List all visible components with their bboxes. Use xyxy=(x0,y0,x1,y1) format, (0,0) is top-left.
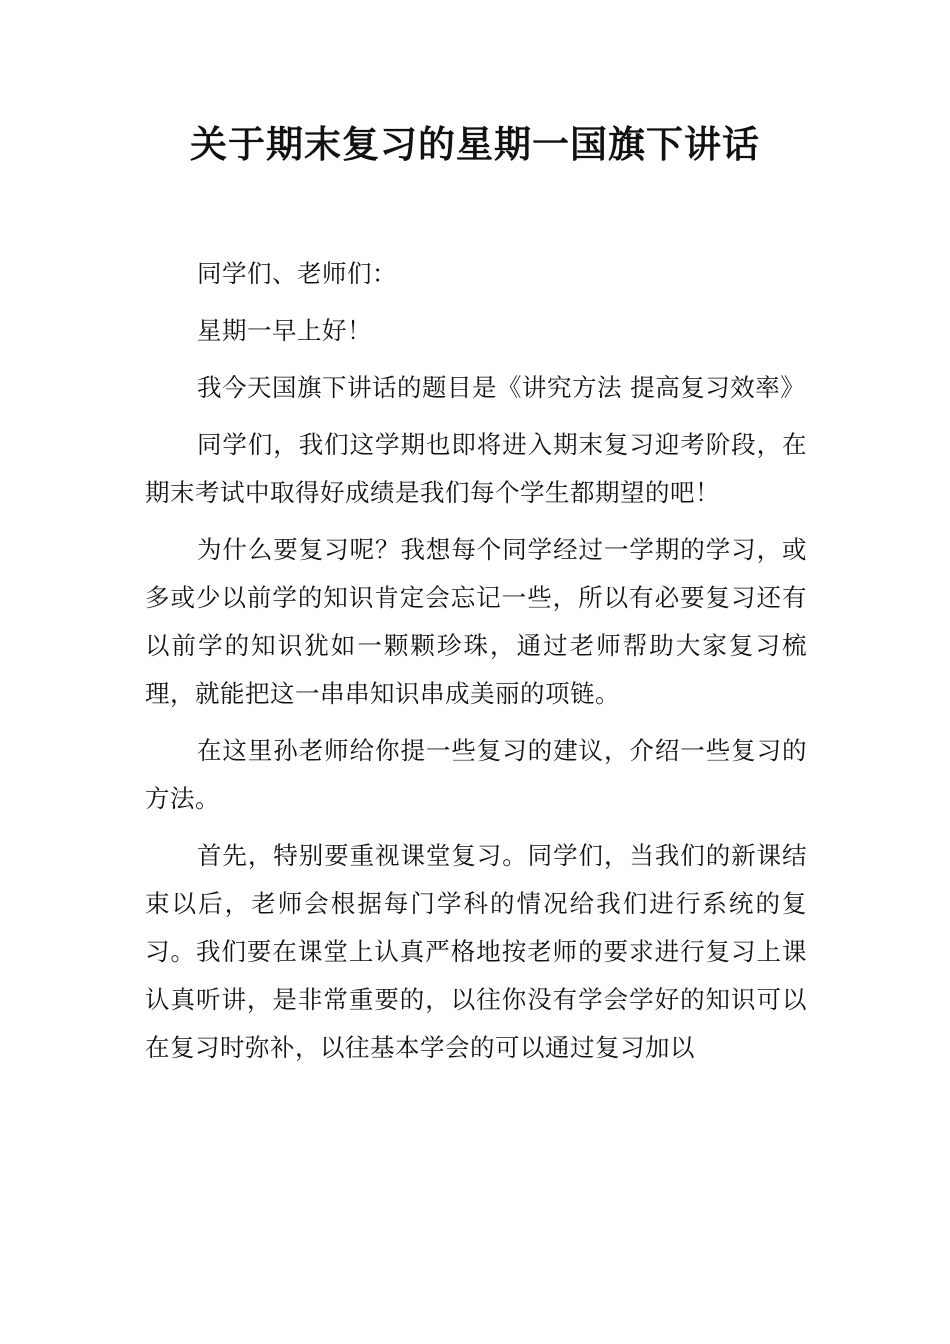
paragraph-topic: 我今天国旗下讲话的题目是《讲究方法 提高复习效率》 xyxy=(197,373,806,402)
paragraph-greeting: 同学们、老师们： xyxy=(197,259,397,288)
paragraph-suggestions: 在这里孙老师给你提一些复习的建议，介绍一些复习的方法。 xyxy=(145,736,807,813)
document-body xyxy=(145,250,807,1081)
paragraph-class-review: 首先，特别要重视课堂复习。同学们，当我们的新课结束以后，老师会根据每门学科的情况给我们进行系统的复习。我们要在课堂上认真严格地按老师的要求进行复习上课认真听讲，是非常重要的，以往你没有学会学好的知识可以在复习时弥补，以往基本学会的可以通过复习加以 xyxy=(145,841,807,1062)
paragraph-intro: 同学们，我们这学期也即将进入期末复习迎考阶段，在期末考试中取得好成绩是我们每个学生都期望的吧！ xyxy=(145,430,807,507)
paragraph-why-review: 为什么要复习呢？我想每个同学经过一学期的学习，或多或少以前学的知识肯定会忘记一些，所以有必要复习还有以前学的知识犹如一颗颗珍珠，通过老师帮助大家复习梳理，就能把这一串串知识串成美丽的项链。 xyxy=(145,535,807,708)
document-title: 关于期末复习的星期一国旗下讲话 xyxy=(190,122,760,166)
paragraph-morning: 星期一早上好！ xyxy=(197,316,372,345)
